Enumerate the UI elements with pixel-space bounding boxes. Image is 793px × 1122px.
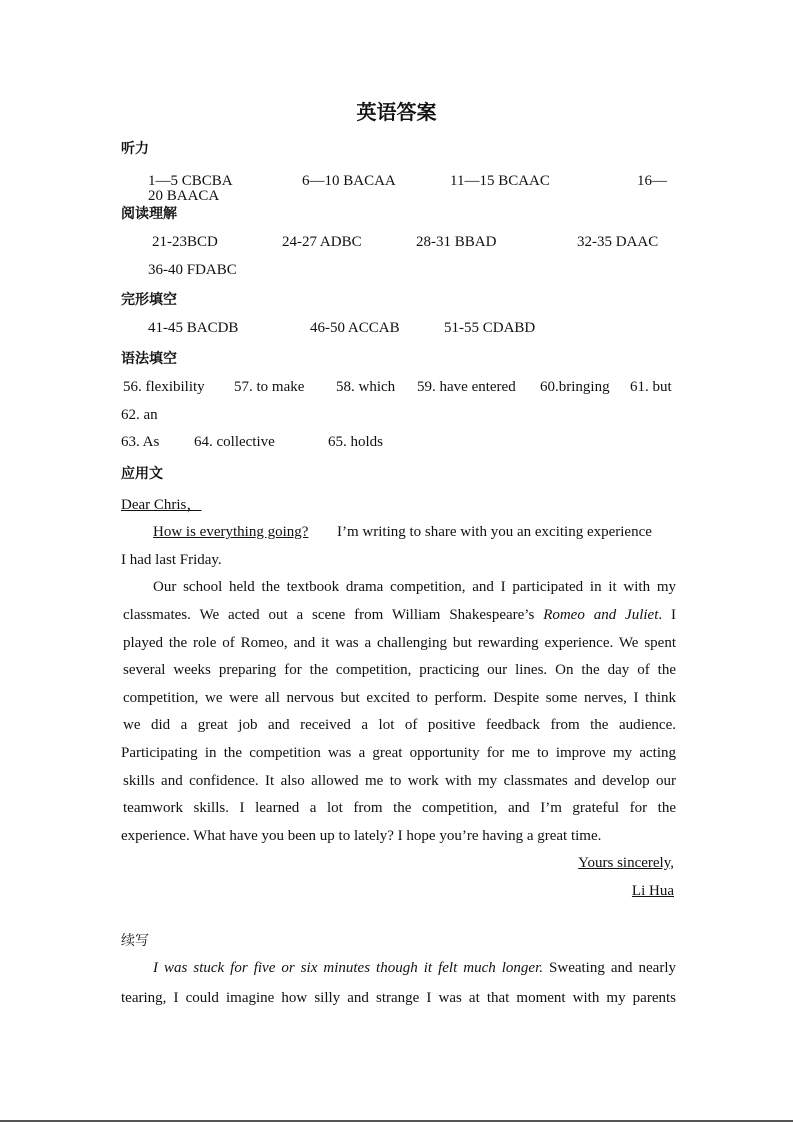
page-title: 英语答案 — [356, 100, 437, 124]
writing-heading: 应用文 — [121, 466, 163, 482]
signature: Li Hua — [631, 883, 674, 899]
letter-line: Our school held the textbook drama competition, and I participated in it with my — [153, 579, 676, 595]
letter-line: played the role of Romeo, and it was a challenging but rewarding experience. We spent — [123, 635, 676, 651]
letter-line: competition, we were all nervous but excited to perform. Despite some nerves, I think — [123, 690, 676, 706]
answer: 60.bringing — [540, 379, 610, 395]
opening-sentence: How is everything going? — [153, 524, 309, 540]
answer: 11—15 BCAAC — [450, 173, 550, 189]
salutation: Dear Chris， — [121, 497, 202, 513]
continuation-line: I was stuck for five or six minutes though it felt much longer. Sweating and nearly — [153, 960, 676, 976]
answer: 56. flexibility — [123, 379, 205, 395]
continuation-heading: 续写 — [121, 933, 149, 949]
listening-heading: 听力 — [121, 141, 149, 157]
answer: 51-55 CDABD — [444, 320, 536, 336]
answer: 57. to make — [234, 379, 305, 395]
letter-line: I had last Friday. — [121, 552, 222, 568]
answer: 46-50 ACCAB — [310, 320, 400, 336]
answer: 63. As — [121, 434, 160, 450]
answer: 24-27 ADBC — [282, 234, 362, 250]
letter-line: I’m writing to share with you an exciting experience — [337, 524, 652, 540]
letter-line: several weeks preparing for the competition, practicing our lines. On the day of the — [123, 662, 676, 678]
grammar-heading: 语法填空 — [121, 351, 177, 367]
letter-line: classmates. We acted out a scene from William Shakespeare’s Romeo and Juliet. I — [123, 607, 676, 623]
continuation-line: tearing, I could imagine how silly and strange I was at that moment with my parents — [121, 990, 676, 1006]
answer: 16— — [637, 173, 667, 189]
answer: 41-45 BACDB — [148, 320, 239, 336]
answer: 62. an — [121, 407, 158, 423]
answer: 32-35 DAAC — [577, 234, 659, 250]
answer: 65. holds — [328, 434, 384, 450]
letter-line: we did a great job and received a lot of positive feedback from the audience. — [123, 717, 676, 733]
answer: 20 BAACA — [148, 188, 220, 204]
answer: 28-31 BBAD — [416, 234, 497, 250]
letter-line: experience. What have you been up to lately? I hope you’re having a great time. — [121, 828, 602, 844]
reading-heading: 阅读理解 — [121, 206, 177, 222]
answer: 61. but — [630, 379, 672, 395]
cloze-heading: 完形填空 — [121, 292, 177, 308]
answer: 59. have entered — [417, 379, 516, 395]
answer: 1—5 CBCBA — [148, 173, 233, 189]
answer: 64. collective — [194, 434, 275, 450]
letter-line: Participating in the competition was a great opportunity for me to improve my acting — [121, 745, 676, 761]
answer: 21-23BCD — [152, 234, 218, 250]
answer: 6—10 BACAA — [302, 173, 396, 189]
letter-line: skills and confidence. It also allowed me to work with my classmates and develop our — [123, 773, 676, 789]
closing: Yours sincerely, — [578, 855, 674, 871]
answer: 36-40 FDABC — [148, 262, 237, 278]
answer: 58. which — [336, 379, 396, 395]
letter-line: teamwork skills. I learned a lot from the competition, and I’m grateful for the — [123, 800, 676, 816]
